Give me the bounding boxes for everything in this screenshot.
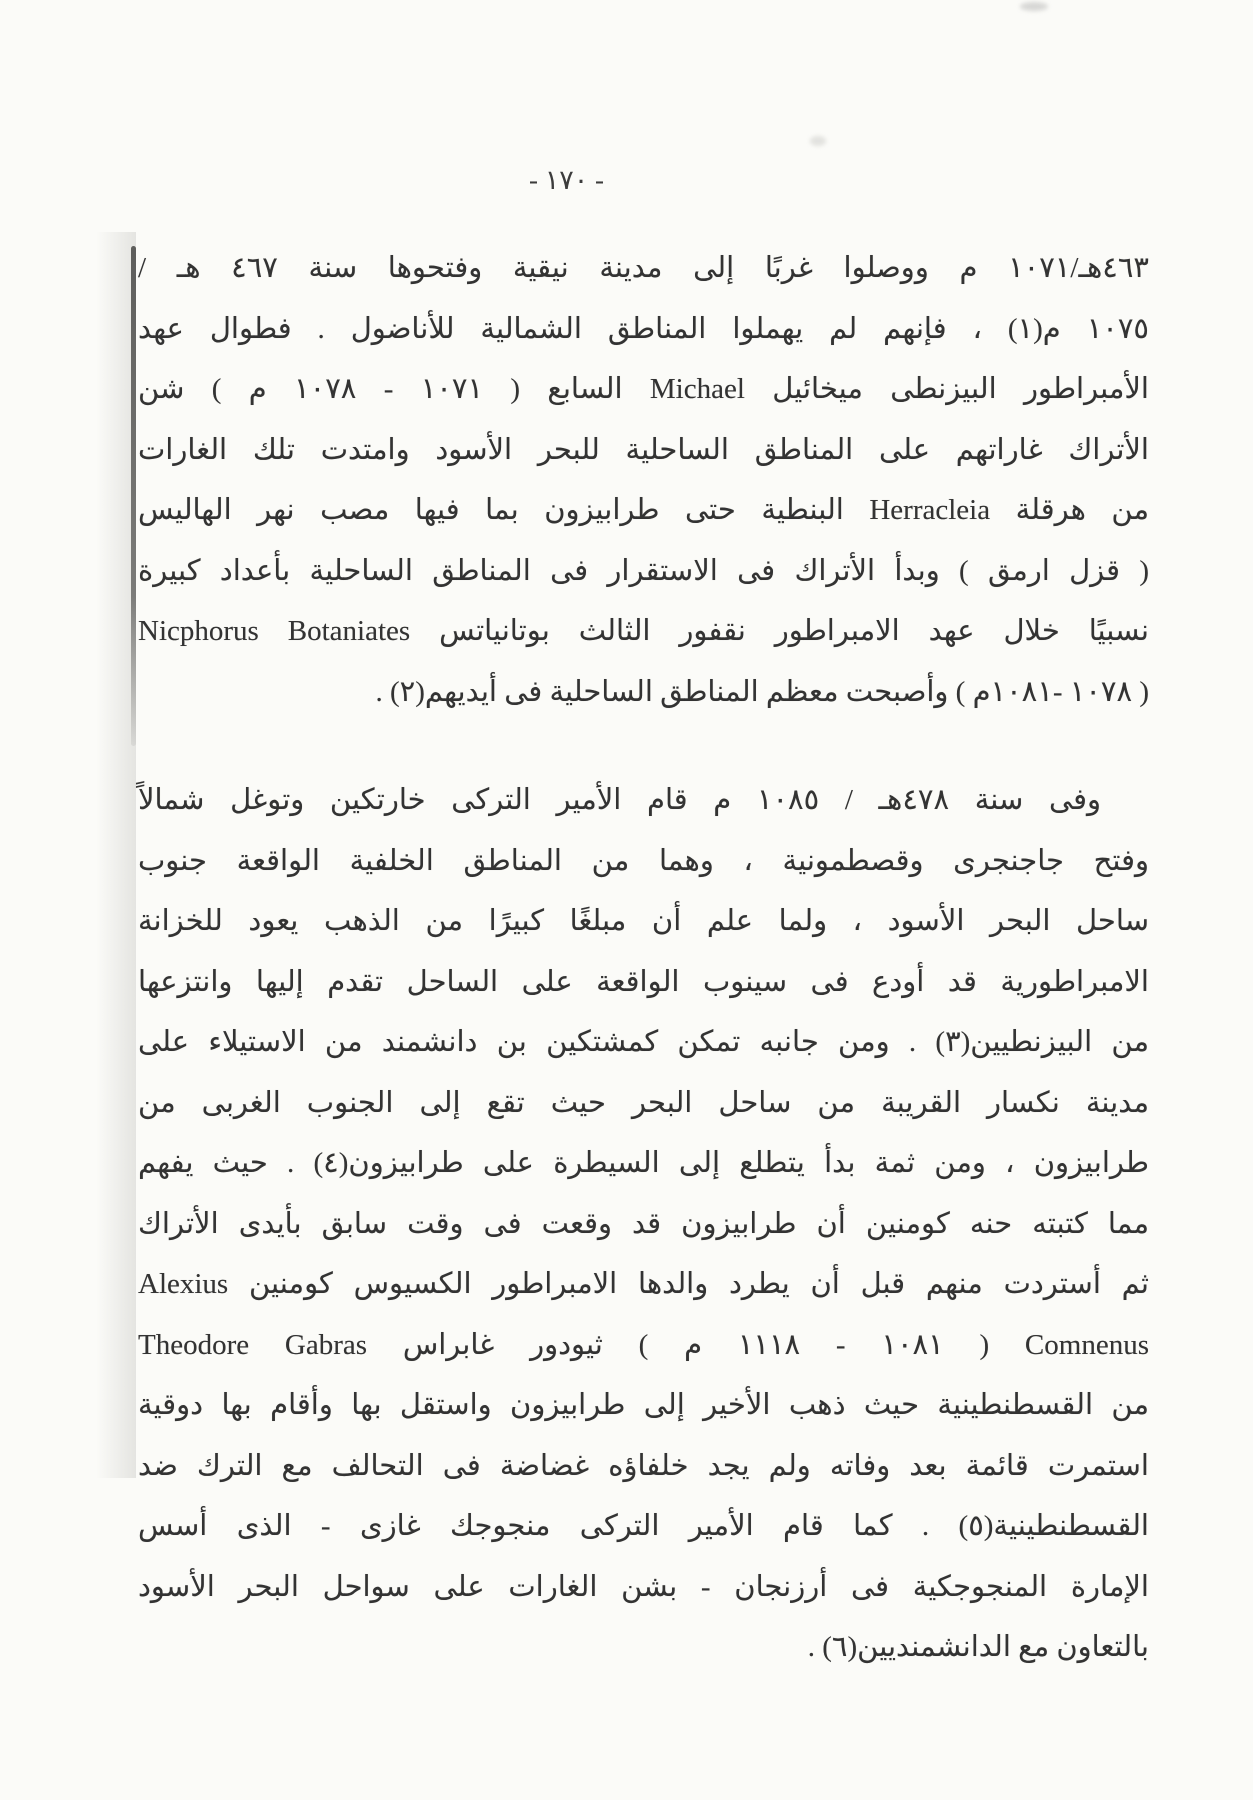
scan-speck <box>810 136 826 146</box>
text-block <box>138 238 1149 1678</box>
page-number: - ١٧٠ - <box>528 165 604 195</box>
text-line: ٤٦٣هـ/١٠٧١ م ووصلوا غربًا إلى مدينة نيقية وفتحوها سنة ٤٦٧ هـ / <box>138 252 1149 284</box>
text-line: وفتح جاجنجرى وقصطمونية ، وهما من المناطق الخلفية الواقعة جنوب <box>138 844 1149 877</box>
paragraph-2 <box>138 770 1149 1678</box>
text-line: Comnenus ( ١٠٨١ - ١١١٨ م ) ثيودور غابراس Theodore Gabras <box>138 1328 1149 1361</box>
text-line: طرابيزون ، ومن ثمة بدأ يتطلع إلى السيطرة على طرابيزون(٤) . حيث يفهم <box>138 1147 1149 1179</box>
text-line: استمرت قائمة بعد وفاته ولم يجد خلفاؤه غضاضة فى التحالف مع الترك ضد <box>138 1449 1149 1482</box>
text-line: ( ١٠٧٨ -١٠٨١م ) وأصبحت معظم المناطق الساحلية فى أيديهم(٢) . <box>375 675 1149 708</box>
text-line: الإمارة المنجوجكية فى أرزنجان - بشن الغارات على سواحل البحر الأسود <box>138 1570 1149 1603</box>
scan-binding-line <box>131 246 136 746</box>
scan-speck <box>1020 2 1048 11</box>
text-line: الأمبراطور البيزنطى ميخائيل Michael السابع ( ١٠٧١ - ١٠٧٨ م ) شن <box>138 373 1149 405</box>
text-line: ثم أستردت منهم قبل أن يطرد والدها الامبراطور الكسيوس كومنين Alexius <box>138 1268 1149 1300</box>
text-line: مما كتبته حنه كومنين أن طرابيزون قد وقعت فى وقت سابق بأيدى الأتراك <box>138 1207 1149 1240</box>
text-line: الامبراطورية قد أودع فى سينوب الواقعة على الساحل تقدم إليها وانتزعها <box>138 965 1149 998</box>
text-line: القسطنطينية(٥) . كما قام الأمير التركى منجوجك غازى - الذى أسس <box>138 1510 1149 1542</box>
text-line: ١٠٧٥ م(١) ، فإنهم لم يهملوا المناطق الشمالية للأناضول . فطوال عهد <box>138 312 1149 345</box>
text-line: من القسطنطينية حيث ذهب الأخير إلى طرابيزون واستقل بها وأقام بها دوقية <box>138 1389 1149 1421</box>
scan-edge-shadow <box>96 232 136 1478</box>
text-line: مدينة نكسار القريبة من ساحل البحر حيث تقع إلى الجنوب الغربى من <box>138 1086 1149 1119</box>
text-line: ( قزل ارمق ) وبدأ الأتراك فى الاستقرار فى المناطق الساحلية بأعداد كبيرة <box>138 554 1149 587</box>
text-line: نسبيًا خلال عهد الامبراطور نقفور الثالث بوتانياتس Nicphorus Botaniates <box>138 615 1149 647</box>
text-line: وفى سنة ٤٧٨هـ / ١٠٨٥ م قام الأمير التركى خارتكين وتوغل شمالاً <box>138 784 1101 816</box>
paragraph-1 <box>138 238 1149 722</box>
text-line: من هرقلة Herracleia البنطية حتى طرابيزون بما فيها مصب نهر الهاليس <box>138 494 1149 526</box>
text-line: الأتراك غاراتهم على المناطق الساحلية للبحر الأسود وامتدت تلك الغارات <box>138 433 1149 466</box>
text-line: من البيزنطيين(٣) . ومن جانبه تمكن كمشتكين بن دانشمند من الاستيلاء على <box>138 1026 1150 1058</box>
text-line: بالتعاون مع الدانشمنديين(٦) . <box>807 1631 1149 1663</box>
text-line: ساحل البحر الأسود ، ولما علم أن مبلغًا كبيرًا من الذهب يعود للخزانة <box>138 905 1149 937</box>
